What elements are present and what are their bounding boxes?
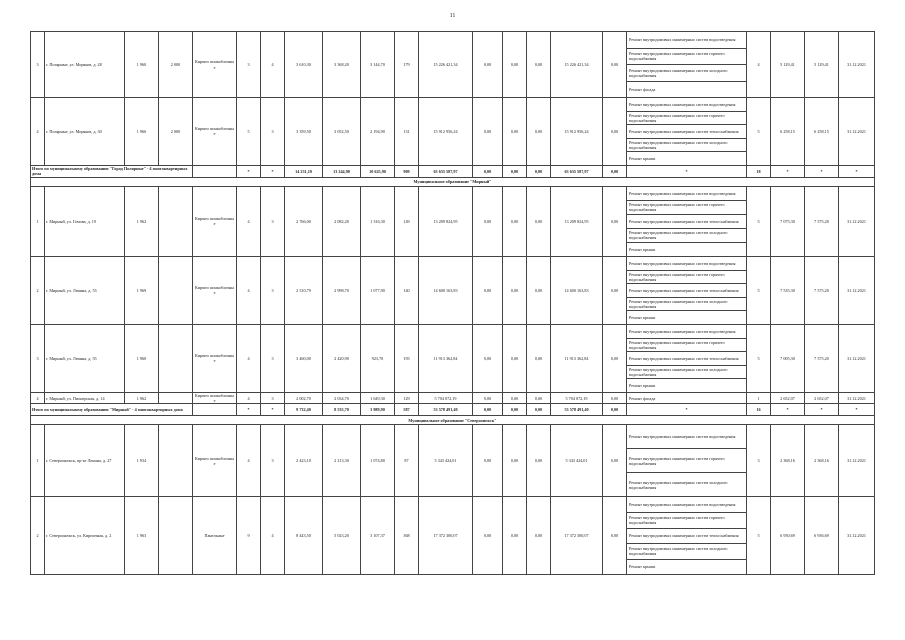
- table-cell: 2 310,79: [285, 256, 323, 324]
- table-cell: 15 226 421,34: [419, 32, 473, 98]
- subtotal-row: [31, 165, 875, 177]
- table-cell: 0,00: [503, 32, 527, 98]
- table-cell: 0,00: [527, 98, 551, 166]
- table-cell: 4: [261, 32, 285, 98]
- table-cell: *: [261, 165, 285, 177]
- table-cell: 7 575,20: [805, 324, 839, 392]
- work-type-cell: Ремонт внутридомовых инженерных систем водоотведения: [627, 497, 747, 513]
- table-cell: 0,00: [603, 425, 627, 497]
- table-cell: 2 420,90: [323, 324, 361, 392]
- table-cell: 5: [747, 256, 771, 324]
- table-cell: 7 575,20: [805, 256, 839, 324]
- table-cell: 18: [747, 165, 771, 177]
- work-type-cell: Ремонт внутридомовых инженерных систем горячего водоснабжения: [627, 200, 747, 214]
- work-type-cell: Ремонт внутридомовых инженерных систем холодного водоснабжения: [627, 65, 747, 82]
- table-cell: 14 600 163,83: [419, 256, 473, 324]
- table-cell: 5 343 424,01: [419, 425, 473, 497]
- table-cell: *: [771, 404, 805, 416]
- table-cell: 5 704 072,19: [551, 392, 603, 404]
- row-number: 3: [31, 32, 45, 98]
- table-cell: 0,00: [527, 186, 551, 256]
- table-cell: 1 074,80: [361, 425, 395, 497]
- table-cell: 2 766,00: [285, 186, 323, 256]
- table-cell: 2 368,16: [771, 425, 805, 497]
- table-cell: 2 998,70: [323, 256, 361, 324]
- table-cell: 17 372 300,07: [551, 497, 603, 575]
- work-type-cell: Ремонт внутридомовых инженерных систем горячего водоснабжения: [627, 270, 747, 284]
- table-cell: *: [839, 404, 875, 416]
- table-cell: 4: [237, 392, 261, 404]
- table-cell: 3: [747, 425, 771, 497]
- address-cell: г. Полярные, ул. Моряков, д. 28: [45, 32, 125, 98]
- work-type-cell: Ремонт внутридомовых инженерных систем теплоснабжения: [627, 352, 747, 366]
- table-cell: 1 966: [125, 98, 159, 166]
- table-cell: 0,00: [503, 256, 527, 324]
- table-row: [31, 425, 875, 449]
- table-cell: 16: [747, 404, 771, 416]
- table-cell: 0,00: [527, 165, 551, 177]
- work-type-cell: Ремонт внутридомовых инженерных систем водоотведения: [627, 186, 747, 200]
- table-cell: [159, 497, 193, 575]
- table-cell: 2 652,07: [771, 392, 805, 404]
- table-cell: 0,00: [503, 186, 527, 256]
- table-cell: *: [805, 404, 839, 416]
- table-cell: Кирпич шлакоблочны е: [193, 392, 237, 404]
- table-cell: 9: [237, 497, 261, 575]
- table-row: [31, 497, 875, 513]
- table-cell: 31.12.2021: [839, 497, 875, 575]
- table-cell: 7 575,20: [805, 186, 839, 256]
- table-cell: 31.12.2021: [839, 256, 875, 324]
- table-cell: 3: [261, 425, 285, 497]
- table-cell: 0,00: [527, 497, 551, 575]
- work-type-cell: Ремонт внутридомовых инженерных систем холодного водоснабжения: [627, 365, 747, 379]
- table-cell: 3 359,50: [285, 98, 323, 166]
- table-cell: Кирпич шлакоблочны е: [193, 324, 237, 392]
- table-cell: 15 912 956,24: [419, 98, 473, 166]
- table-cell: 4: [237, 425, 261, 497]
- table-cell: 0,00: [473, 392, 503, 404]
- table-cell: 5: [237, 98, 261, 166]
- table-cell: 4: [237, 186, 261, 256]
- row-number: 2: [31, 256, 45, 324]
- table-cell: 6 258,15: [805, 98, 839, 166]
- table-cell: 63 635 587,97: [419, 165, 473, 177]
- table-cell: 53 578 491,40: [419, 404, 473, 416]
- table-cell: 0,00: [503, 404, 527, 416]
- table-cell: Панельные: [193, 497, 237, 575]
- address-cell: г. Полярные, ул. Моряков, д. 30: [45, 98, 125, 166]
- table-cell: 1 962: [125, 392, 159, 404]
- table-cell: 11 913 362,84: [551, 324, 603, 392]
- table-cell: 4: [261, 497, 285, 575]
- table-cell: 0,00: [603, 404, 627, 416]
- table-cell: 0,00: [527, 32, 551, 98]
- table-cell: 3 989,90: [361, 404, 395, 416]
- table-cell: 179: [395, 32, 419, 98]
- table-cell: 5 129,41: [805, 32, 839, 98]
- table-cell: [193, 165, 237, 177]
- table-row: [31, 392, 875, 404]
- work-type-cell: Ремонт внутридомовых инженерных систем теплоснабжения: [627, 214, 747, 228]
- table-cell: 5: [747, 98, 771, 166]
- table-cell: 7 005,30: [771, 324, 805, 392]
- work-type-cell: Ремонт внутридомовых инженерных систем горячего водоснабжения: [627, 48, 747, 65]
- work-type-cell: Ремонт внутридомовых инженерных систем горячего водоснабжения: [627, 111, 747, 125]
- table-cell: 5 129,41: [771, 32, 805, 98]
- table-cell: 3: [261, 324, 285, 392]
- section-header-row: [31, 177, 875, 186]
- table-row: [31, 186, 875, 200]
- table-cell: 4: [237, 256, 261, 324]
- table-cell: 0,00: [527, 425, 551, 497]
- capital-repair-table: [30, 31, 875, 575]
- work-type-cell: Ремонт внутридомовых инженерных систем теплоснабжения: [627, 284, 747, 298]
- table-cell: 2 213,30: [323, 425, 361, 497]
- table-cell: *: [627, 165, 747, 177]
- table-cell: 5 023,20: [323, 497, 361, 575]
- table-cell: 14 600 163,83: [551, 256, 603, 324]
- table-cell: 8 443,50: [285, 497, 323, 575]
- table-cell: 1 934: [125, 425, 159, 497]
- table-cell: 0,00: [473, 256, 503, 324]
- table-cell: 3: [261, 98, 285, 166]
- table-cell: 17 372 300,07: [419, 497, 473, 575]
- table-cell: 0,00: [603, 98, 627, 166]
- table-cell: 15 226 421,34: [551, 32, 603, 98]
- table-cell: 13 209 824,95: [419, 186, 473, 256]
- table-cell: 6 930,69: [771, 497, 805, 575]
- table-cell: 1 649,30: [361, 392, 395, 404]
- table-row: [31, 256, 875, 270]
- table-cell: 0,00: [473, 324, 503, 392]
- table-cell: 3 610,30: [285, 32, 323, 98]
- table-cell: 1 963: [125, 497, 159, 575]
- section-title: Муниципальное образование "Североонежск": [31, 416, 875, 425]
- table-cell: 9 732,40: [285, 404, 323, 416]
- section-header-row: [31, 416, 875, 425]
- table-cell: 0,00: [473, 32, 503, 98]
- table-cell: 6 258,15: [771, 98, 805, 166]
- table-cell: 3 107,37: [361, 497, 395, 575]
- table-cell: 1 962: [125, 186, 159, 256]
- table-cell: 14 231,10: [285, 165, 323, 177]
- table-cell: 0,00: [503, 165, 527, 177]
- work-type-cell: Ремонт фасада: [627, 392, 747, 404]
- table-cell: 5: [747, 324, 771, 392]
- table-cell: 0,00: [527, 324, 551, 392]
- work-type-cell: Ремонт крыши: [627, 311, 747, 325]
- table-cell: 15 912 956,24: [551, 98, 603, 166]
- table-cell: 87: [395, 425, 419, 497]
- table-cell: 0,00: [603, 186, 627, 256]
- table-cell: 2 368,16: [805, 425, 839, 497]
- work-type-cell: Ремонт внутридомовых инженерных систем горячего водоснабжения: [627, 338, 747, 352]
- table-cell: 13 209 824,95: [551, 186, 603, 256]
- table-cell: 0,00: [503, 324, 527, 392]
- work-type-cell: Ремонт внутридомовых инженерных систем водоотведения: [627, 98, 747, 112]
- table-cell: [159, 392, 193, 404]
- table-cell: *: [237, 165, 261, 177]
- table-cell: 2 034,70: [323, 392, 361, 404]
- table-cell: 0,00: [473, 186, 503, 256]
- table-cell: 8 535,70: [323, 404, 361, 416]
- table-cell: 587: [395, 404, 419, 416]
- address-cell: г. Североонежск, пр-кт Ленина, д. 27: [45, 425, 125, 497]
- table-row: [31, 98, 875, 112]
- address-cell: г. Мирный, ул. Ленина, д. 53: [45, 256, 125, 324]
- table-cell: 0,00: [473, 404, 503, 416]
- table-cell: *: [771, 165, 805, 177]
- table-cell: Кирпич шлакоблочны е: [193, 425, 237, 497]
- table-cell: 5: [747, 186, 771, 256]
- table-cell: 3 144,70: [361, 32, 395, 98]
- table-cell: 5 343 424,01: [551, 425, 603, 497]
- table-cell: 0,00: [527, 392, 551, 404]
- work-type-cell: Ремонт внутридомовых инженерных систем теплоснабжения: [627, 125, 747, 139]
- row-number: 4: [31, 98, 45, 166]
- table-cell: 13 244,90: [323, 165, 361, 177]
- table-cell: 31.12.2021: [839, 186, 875, 256]
- work-type-cell: Ремонт крыши: [627, 379, 747, 393]
- work-type-cell: Ремонт внутридомовых инженерных систем теплоснабжения: [627, 528, 747, 544]
- table-cell: 1 316,30: [361, 186, 395, 256]
- table-cell: 1: [747, 392, 771, 404]
- table-cell: 0,00: [503, 425, 527, 497]
- table-cell: 3: [261, 256, 285, 324]
- row-number: 4: [31, 392, 45, 404]
- table-cell: 0,00: [603, 392, 627, 404]
- work-type-cell: Ремонт внутридомовых инженерных систем холодного водоснабжения: [627, 228, 747, 242]
- table-cell: 909: [395, 165, 419, 177]
- work-type-cell: Ремонт внутридомовых инженерных систем водоотведения: [627, 256, 747, 270]
- table-cell: 0,00: [603, 32, 627, 98]
- table-cell: Кирпич шлакоблочны е: [193, 186, 237, 256]
- table-cell: 11 913 362,84: [419, 324, 473, 392]
- table-cell: Кирпич шлакоблочны е: [193, 98, 237, 166]
- table-cell: 0,00: [603, 256, 627, 324]
- work-type-cell: Ремонт внутридомовых инженерных систем водоотведения: [627, 425, 747, 449]
- table-cell: [159, 186, 193, 256]
- table-cell: [159, 425, 193, 497]
- table-cell: 2 082,20: [323, 186, 361, 256]
- table-cell: 10 625,90: [361, 165, 395, 177]
- table-cell: 149: [395, 186, 419, 256]
- table-cell: 0,00: [503, 392, 527, 404]
- work-type-cell: Ремонт внутридомовых инженерных систем горячего водоснабжения: [627, 449, 747, 473]
- table-row: [31, 324, 875, 338]
- work-type-cell: Ремонт внутридомовых инженерных систем горячего водоснабжения: [627, 513, 747, 529]
- table-cell: 1 969: [125, 256, 159, 324]
- table-cell: 1 960: [125, 324, 159, 392]
- row-number: 1: [31, 425, 45, 497]
- work-type-cell: Ремонт внутридомовых инженерных систем холодного водоснабжения: [627, 473, 747, 497]
- table-cell: 63 635 587,97: [551, 165, 603, 177]
- address-cell: г. Мирный, ул. Пионерская, д. 14: [45, 392, 125, 404]
- page-number: 11: [449, 13, 456, 19]
- table-cell: 1 077,90: [361, 256, 395, 324]
- table-cell: *: [839, 165, 875, 177]
- table-cell: 368: [395, 497, 419, 575]
- table-cell: 5: [747, 497, 771, 575]
- table-cell: 31.12.2021: [839, 425, 875, 497]
- table-cell: 0,00: [603, 165, 627, 177]
- work-type-cell: Ремонт внутридомовых инженерных систем холодного водоснабжения: [627, 297, 747, 311]
- address-cell: г. Мирный, ул. Гомова, д. 19: [45, 186, 125, 256]
- table-row: [31, 32, 875, 49]
- table-cell: 31.12.2021: [839, 32, 875, 98]
- table-cell: 0,00: [527, 256, 551, 324]
- table-cell: *: [261, 404, 285, 416]
- table-cell: 0,00: [473, 98, 503, 166]
- table-cell: 31.12.2021: [839, 98, 875, 166]
- table-cell: 2 194,90: [361, 98, 395, 166]
- table-cell: 4: [747, 32, 771, 98]
- address-cell: г. Североонежск, ул. Кирпичная, д. 2: [45, 497, 125, 575]
- table-cell: 140: [395, 256, 419, 324]
- table-cell: *: [237, 404, 261, 416]
- subtotal-label: Итого по муниципальному образованию "Мирный" - 4 многоквартирных дома: [31, 404, 193, 416]
- table-cell: 2 000: [159, 32, 193, 98]
- table-cell: 6 936,69: [805, 497, 839, 575]
- table-cell: *: [627, 404, 747, 416]
- work-type-cell: Ремонт крыши: [627, 152, 747, 166]
- row-number: 1: [31, 186, 45, 256]
- table-cell: 0,00: [503, 497, 527, 575]
- table-cell: Кирпич шлакоблочны е: [193, 256, 237, 324]
- table-cell: 2 652,07: [805, 392, 839, 404]
- table-cell: [159, 324, 193, 392]
- work-type-cell: Ремонт крыши: [627, 559, 747, 575]
- row-number: 3: [31, 324, 45, 392]
- table-cell: [193, 404, 237, 416]
- table-cell: 7 535,30: [771, 256, 805, 324]
- table-cell: 53 578 491,40: [551, 404, 603, 416]
- table-cell: [159, 256, 193, 324]
- table-cell: 5 704 072,19: [419, 392, 473, 404]
- table-cell: 0,00: [603, 497, 627, 575]
- table-cell: 129: [395, 392, 419, 404]
- work-type-cell: Ремонт крыши: [627, 242, 747, 256]
- subtotal-label: Итого по муниципальному образованию "Город Полярные" - 4 многоквартирных дома: [31, 165, 193, 177]
- table-cell: 31.12.2021: [839, 392, 875, 404]
- table-cell: Кирпич шлакоблочны е: [193, 32, 237, 98]
- table-cell: 3: [261, 392, 285, 404]
- work-type-cell: Ремонт внутридомовых инженерных систем водоотведения: [627, 324, 747, 338]
- table-cell: 0,00: [503, 98, 527, 166]
- work-type-cell: Ремонт фасада: [627, 81, 747, 98]
- subtotal-row: [31, 404, 875, 416]
- row-number: 2: [31, 497, 45, 575]
- table-cell: 3: [237, 32, 261, 98]
- table-cell: 131: [395, 98, 419, 166]
- work-type-cell: Ремонт внутридомовых инженерных систем холодного водоснабжения: [627, 138, 747, 152]
- table-cell: 0,00: [473, 165, 503, 177]
- table-cell: 2 000: [159, 98, 193, 166]
- table-cell: 3 368,20: [323, 32, 361, 98]
- table-cell: 0,00: [603, 324, 627, 392]
- work-type-cell: Ремонт внутридомовых инженерных систем холодного водоснабжения: [627, 544, 747, 560]
- table-cell: 193: [395, 324, 419, 392]
- table-cell: 2 002,70: [285, 392, 323, 404]
- table-cell: 0,00: [527, 404, 551, 416]
- work-type-cell: Ремонт внутридомовых инженерных систем водоотведения: [627, 32, 747, 49]
- table-cell: 3: [261, 186, 285, 256]
- table-cell: 2 423,10: [285, 425, 323, 497]
- table-cell: 31.12.2021: [839, 324, 875, 392]
- table-cell: 0,00: [473, 497, 503, 575]
- table-cell: 3 460,00: [285, 324, 323, 392]
- table-cell: 3 052,50: [323, 98, 361, 166]
- address-cell: г. Мирный, ул. Ленина, д. 55: [45, 324, 125, 392]
- table-cell: 923,70: [361, 324, 395, 392]
- table-cell: *: [805, 165, 839, 177]
- table-cell: 4: [237, 324, 261, 392]
- section-title: Муниципальное образование "Мирный": [31, 177, 875, 186]
- table-cell: 0,00: [473, 425, 503, 497]
- table-cell: 7 075,30: [771, 186, 805, 256]
- table-cell: 1 960: [125, 32, 159, 98]
